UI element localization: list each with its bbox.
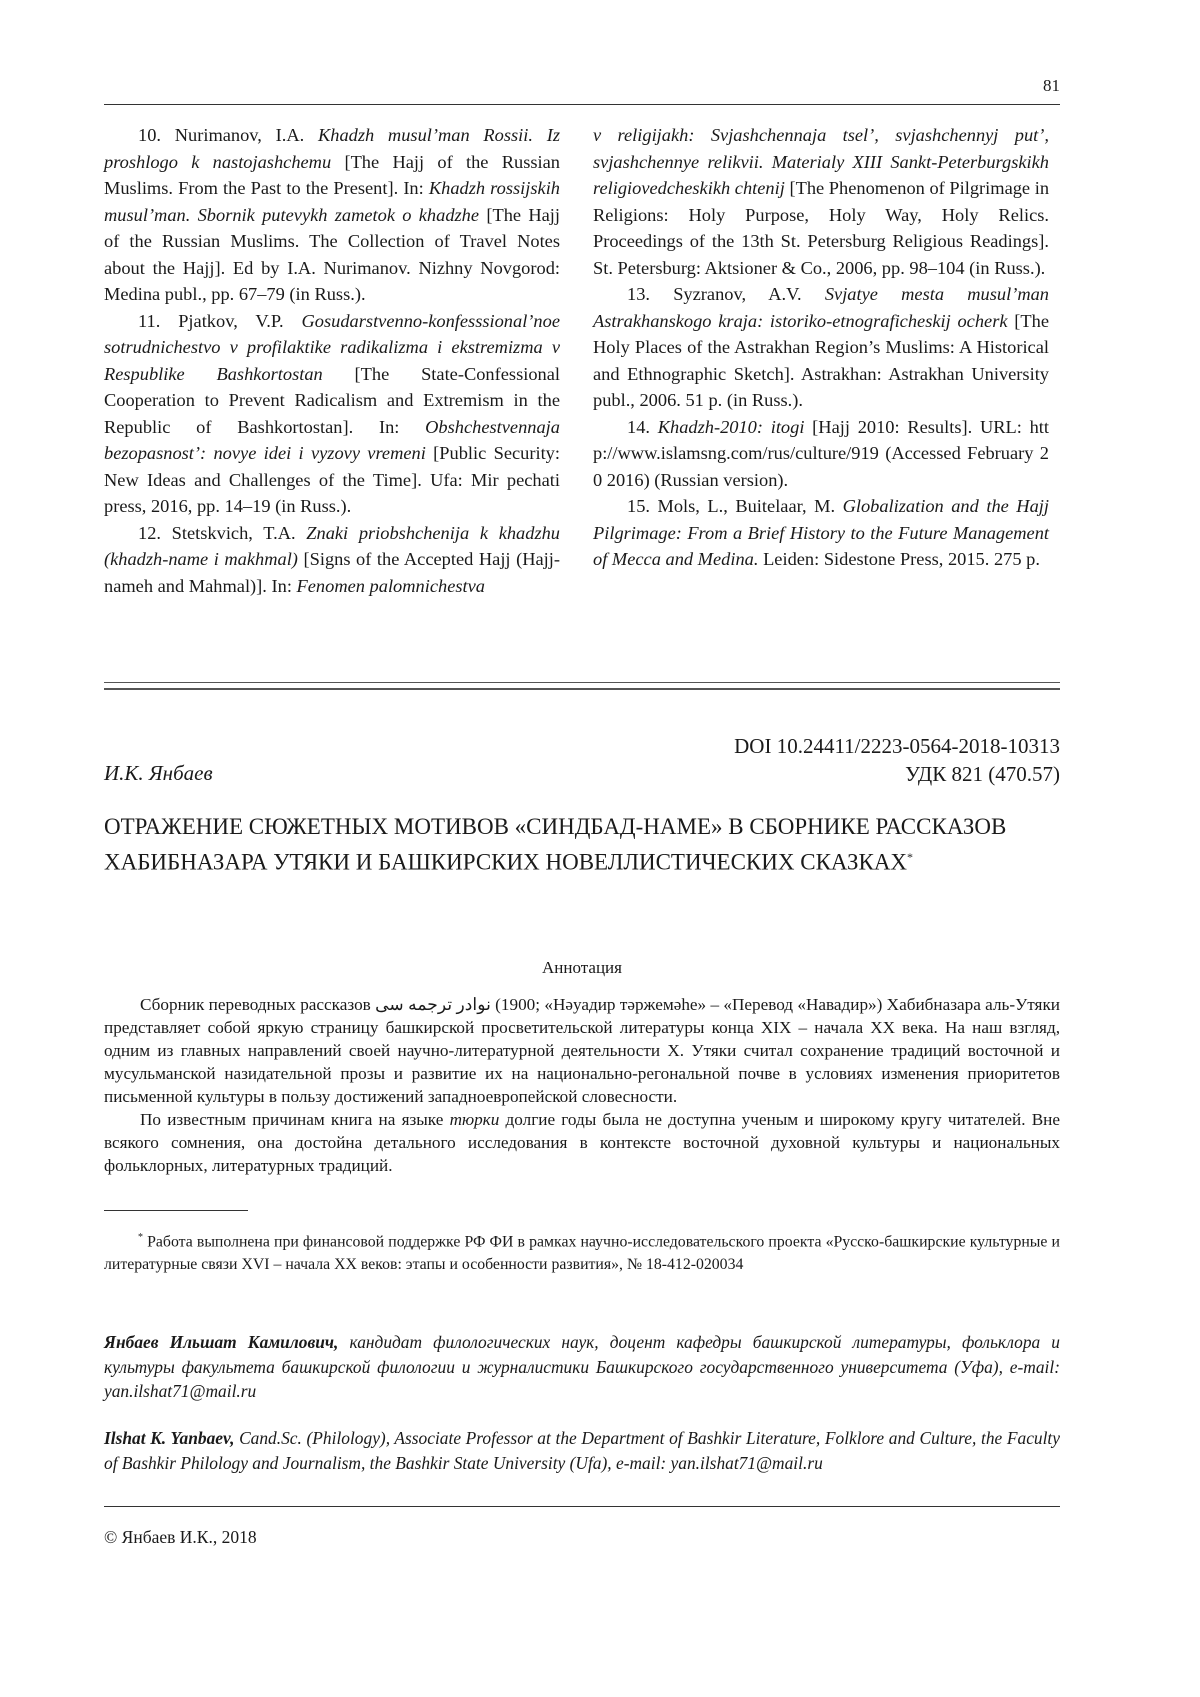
article-separator-rule xyxy=(104,682,1060,690)
annotation-heading: Аннотация xyxy=(542,958,622,977)
annotation-paragraph-1: Сборник переводных рассказов نوادر ترجمه سی (1900; «Нәуадир тәржемәhе» – «Перевод «Навадир») Хабибназара аль-Утяки представляет собой яркую страницу башкирской просветительской литературы конца XIX – начала XX века. На наш взгляд, одним из главных направлений своей научно-литературной деятельности Х. Утяки считал сохранение традиций восточной и мусульманской назидательной прозы и развитие их на национально-регональной почве в условиях изменения приоритетов письменной культуры в пользу достижений западноевропейской словесности. xyxy=(104,995,1060,1106)
page-number: 81 xyxy=(1043,76,1060,95)
reference-12-continued: v religijakh: Svjashchennaja tsel’, svjashchennyj put’, svjashchennye relikvii. Materialy XIII Sankt-Peterburgskikh religiovedcheskikh chtenij [The Phenomenon of Pilgrimage in Religions: Holy Purpose, Holy Way, Holy Relics. Proceedings of the 13th St. Petersburg Religious Readings]. St. Petersburg: Aktsioner & Co., 2006, pp. 98–104 (in Russ.). xyxy=(593,125,1050,278)
funding-footnote: * Работа выполнена при финансовой поддержке РФ ФИ в рамках научно-исследовательского проекта «Русско-башкирские культурные и литературные связи XVI – начала XX веков: этапы и особенности развития», № 18-412-020034 xyxy=(104,1232,1060,1274)
reference-10: 10. Nurimanov, I.A. Khadzh musul’man Rossii. Iz proshlogo k nastojashchemu [The Hajj of the Russian Muslims. From the Past to the Present]. In: Khadzh rossijskih musul’man. Sbornik putevykh zametok o khadzhe [The Hajj of the Russian Muslims. The Collection of Travel Notes about the Hajj]. Ed by I.A. Nurimanov. Nizhny Novgorod: Medina publ., pp. 67–79 (in Russ.). xyxy=(104,125,560,304)
arabic-title: نوادر ترجمه سی xyxy=(375,995,491,1014)
annotation-body xyxy=(104,993,1060,1177)
reference-15: 15. Mols, L., Buitelaar, M. Globalization and the Hajj Pilgrimage: From a Brief History to the Future Management of Mecca and Medina. Leiden: Sidestone Press, 2015. 275 p. xyxy=(593,496,1050,569)
copyright: © Янбаев И.К., 2018 xyxy=(104,1527,257,1547)
udk-code: УДК 821 (470.57) xyxy=(905,762,1060,786)
author-bio-english: Ilshat K. Yanbaev, Cand.Sc. (Philology), Associate Professor at the Department of Bashkir Literature, Folklore and Culture, the Faculty of Bashkir Philology and Journalism, the Bashkir State University (Ufa), e-mail: yan.ilshat71@mail.ru xyxy=(104,1428,1060,1473)
doi: DOI 10.24411/2223-0564-2018-10313 xyxy=(734,734,1060,758)
reference-13: 13. Syzranov, A.V. Svjatye mesta musul’man Astrakhanskogo kraja: istoriko-etnograficheskij ocherk [The Holy Places of the Astrakhan Region’s Muslims: A Historical and Ethnographic Sketch]. Astrakhan: Astrakhan University publ., 2006. 51 p. (in Russ.). xyxy=(593,284,1049,410)
references-right-column xyxy=(593,122,1049,573)
footnote-rule xyxy=(104,1210,248,1211)
references-left-column xyxy=(104,122,560,599)
bottom-rule xyxy=(104,1506,1060,1507)
header-rule xyxy=(104,104,1060,105)
reference-11: 11. Pjatkov, V.P. Gosudarstvenno-konfesssional’noe sotrudnichestvo v profilaktike radikalizma i ekstremizma v Respublike Bashkortostan [The State-Confessional Cooperation to Prevent Radicalism and Extremism in the Republic of Bashkortostan]. In: Obshchestvennaja bezopasnost’: novye idei i vyzovy vremeni [Public Security: New Ideas and Challenges of the Time]. Ufa: Mir pechati press, 2016, pp. 14–19 (in Russ.). xyxy=(104,310,560,516)
annotation-paragraph-2: По известным причинам книга на языке тюрки долгие годы была не доступна ученым и широкому кругу читателей. Вне всякого сомнения, она достойна детального исследования в контексте восточной духовной культуры и национальных фольклорных, литературных традиций. xyxy=(104,1110,1060,1175)
article-title: ОТРАЖЕНИЕ СЮЖЕТНЫХ МОТИВОВ «СИНДБАД-НАМЕ» В СБОРНИКЕ РАССКАЗОВ ХАБИБНАЗАРА УТЯКИ И БАШКИРСКИХ НОВЕЛЛИСТИЧЕСКИХ СКАЗКАХ* xyxy=(104,814,1007,875)
title-footnote-mark: * xyxy=(907,850,914,864)
reference-14: 14. Khadzh-2010: itogi [Hajj 2010: Results]. URL: http://www.islamsng.com/rus/culture/919 (Accessed February 20 2016) (Russian version). xyxy=(593,416,1049,490)
article-author: И.К. Янбаев xyxy=(104,761,213,785)
author-bio-russian: Янбаев Ильшат Камилович, кандидат филологических наук, доцент кафедры башкирской литературы, фольклора и культуры факультета башкирской филологии и журналистики Башкирского государственного университета (Уфа), e-mail: yan.ilshat71@mail.ru xyxy=(104,1332,1061,1401)
reference-12: 12. Stetskvich, T.A. Znaki priobshchenija k khadzhu (khadzh-name i makhmal) [Signs of the Accepted Hajj (Hajj-nameh and Mahmal)]. In: Fenomen palomnichestva xyxy=(104,522,560,596)
